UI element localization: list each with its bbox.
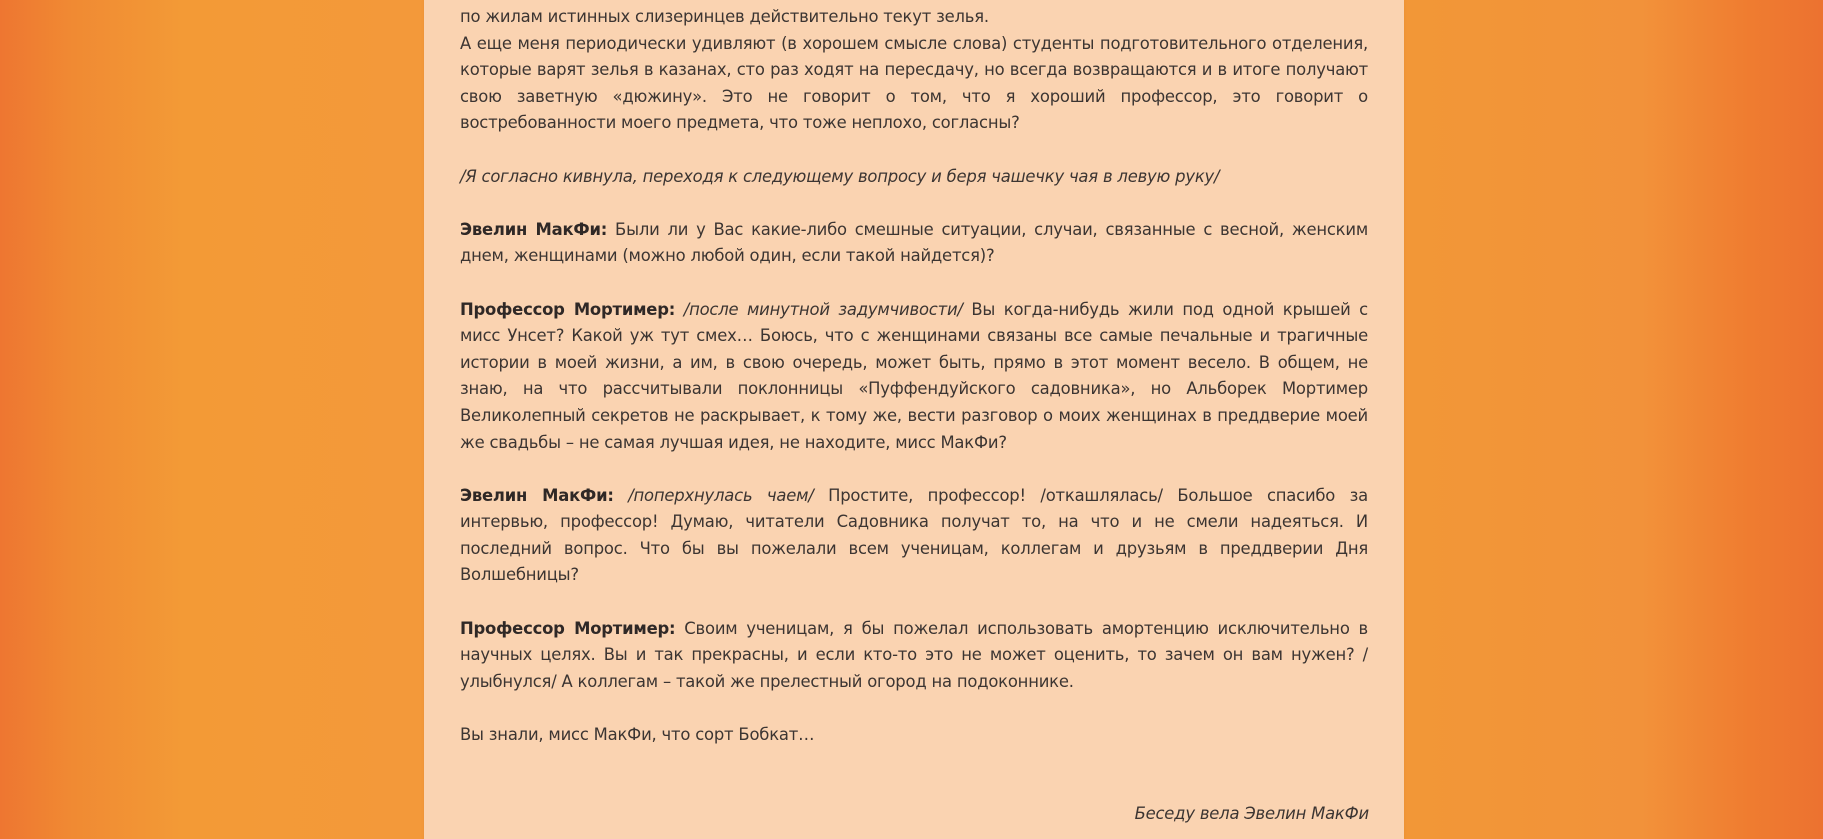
paragraph-gap bbox=[460, 456, 1368, 483]
answer-spring bbox=[460, 297, 1368, 457]
paragraph-gap bbox=[460, 190, 1368, 217]
paragraph-gap bbox=[460, 137, 1368, 164]
answer-text: Своим ученицам, я бы пожелал использовать амортенцию исключительно в научных целях. Вы и так прекрасны, и если кто-то это не может оценить, то зачем он вам нужен? /улыбнулся/ А коллегам – такой же прелестный огород на подоконнике. bbox=[460, 618, 1368, 691]
paragraph-prep-students: А еще меня периодически удивляют (в хорошем смысле слова) студенты подготовительного отделения, которые варят зелья в казанах, сто раз ходят на пересдачу, но всегда возвращаются и в итоге получают свою заветную «дюжину». Это не говорит о том, что я хороший профессор, это говорит о востребованности моего предмета, что тоже неплохо, согласны? bbox=[460, 33, 1368, 133]
speaker-professor: Профессор Мортимер: bbox=[460, 299, 676, 319]
answer-wishes bbox=[460, 616, 1368, 696]
question-text: Простите, профессор! /откашлялась/ Большое спасибо за интервью, профессор! Думаю, читатели Садовника получат то, на что и не смели надеяться. И последний вопрос. Что бы вы пожелали всем ученицам, коллегам и друзьям в преддверии Дня Волшебницы? bbox=[460, 485, 1368, 585]
question-text: Были ли у Вас какие-либо смешные ситуации, случаи, связанные с весной, женским днем, женщинами (можно любой один, если такой найдется)? bbox=[460, 219, 1368, 266]
answer-stage-direction: /после минутной задумчивости/ bbox=[683, 299, 963, 319]
paragraph-potions-end: по жилам истинных слизеринцев действительно текут зелья. bbox=[460, 7, 989, 26]
interviewer-stage-direction: /Я согласно кивнула, переходя к следующему вопросу и беря чашечку чая в левую руку/ bbox=[460, 166, 1220, 186]
paragraph-gap bbox=[460, 270, 1368, 297]
answer-text: Вы когда-нибудь жили под одной крышей с мисс Унсет? Какой уж тут смех… Боюсь, что с женщинами связаны все самые печальные и трагичные истории в моей жизни, а им, в свою очередь, может быть, прямо в этот момент весело. В общем, не знаю, на что рассчитывали поклонницы «Пуффендуйского садовника», но Альборек Мортимер Великолепный секретов не раскрывает, к тому же, вести разговор о моих женщинах в преддверие моей же свадьбы – не самая лучшая идея, не находите, мисс МакФи? bbox=[460, 299, 1368, 452]
paragraph-bobcat: Вы знали, мисс МакФи, что сорт Бобкат… bbox=[460, 725, 815, 745]
speaker-professor: Профессор Мортимер: bbox=[460, 618, 676, 638]
paragraph-gap bbox=[460, 589, 1368, 616]
speaker-interviewer: Эвелин МакФи: bbox=[460, 485, 614, 505]
paragraph-gap bbox=[460, 695, 1368, 722]
question-stage-direction: /поперхнулась чаем/ bbox=[628, 485, 814, 505]
question-wishes bbox=[460, 483, 1368, 589]
speaker-interviewer: Эвелин МакФи: bbox=[460, 219, 608, 239]
article-signature: Беседу вела Эвелин МакФи bbox=[1134, 804, 1369, 823]
question-spring bbox=[460, 217, 1368, 270]
interview-article bbox=[460, 4, 1368, 749]
